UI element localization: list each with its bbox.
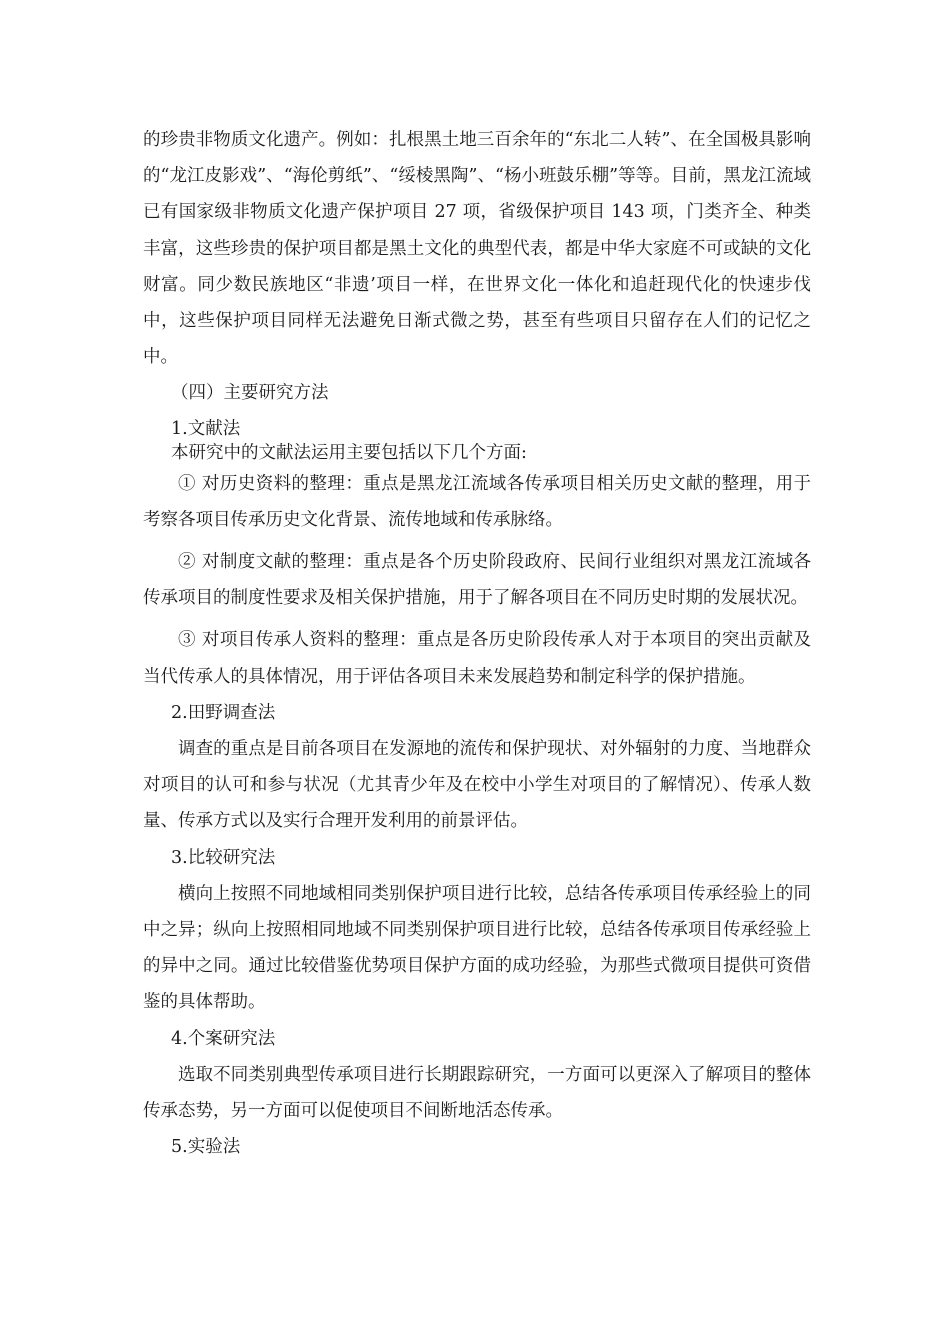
intro-paragraph: 的珍贵非物质文化遗产。例如：扎根黑土地三百余年的“东北二人转”、在全国极具影响的“龙江皮影戏”、“海伦剪纸”、“绥棱黑陶”、“杨小班鼓乐棚”等等。目前，黑龙江流域已有国家级非物质文化遗产保护项目 27 项，省级保护项目 143 项，门类齐全、种类丰富，这些珍贵的保护项目都是黑土文化的典型代表，都是中华大家庭不可或缺的文化财富。同少数民族地区“非遗’项目一样，在世界文化一体化和追赶现代化的快速步伐中，这些保护项目同样无法避免日渐式微之势，甚至有些项目只留存在人们的记忆之中。: [143, 130, 811, 368]
method-2-title: 2.田野调查法: [171, 702, 276, 723]
section-heading: （四）主要研究方法: [171, 383, 329, 404]
method-1-lead: 本研究中的文献法运用主要包括以下几个方面:: [171, 442, 527, 463]
method-4-body: 选取不同类别典型传承项目进行长期跟踪研究，一方面可以更深入了解项目的整体传承态势，另一方面可以促使项目不间断地活态传承。: [143, 1064, 811, 1122]
method-1-title: 1.文献法: [171, 418, 241, 439]
document-body: [143, 122, 811, 1165]
method-4-title: 4.个案研究法: [171, 1028, 276, 1049]
method-1-item: ② 对制度文献的整理：重点是各个历史阶段政府、民间行业组织对黑龙江流域各传承项目的制度性要求及相关保护措施，用于了解各项目在不同历史时期的发展状况。: [143, 552, 811, 609]
method-2-body: 调查的重点是目前各项目在发源地的流传和保护现状、对外辐射的力度、当地群众对项目的认可和参与状况（尤其青少年及在校中小学生对项目的了解情况）、传承人数量、传承方式以及实行合理开发利用的前景评估。: [143, 739, 811, 832]
method-3-body: 横向上按照不同地域相同类别保护项目进行比较，总结各传承项目传承经验上的同中之异；纵向上按照相同地域不同类别保护项目进行比较，总结各传承项目传承经验上的异中之同。通过比较借鉴优势项目保护方面的成功经验，为那些式微项目提供可资借鉴的具体帮助。: [143, 883, 811, 1013]
method-1-item: ③ 对项目传承人资料的整理：重点是各历史阶段传承人对于本项目的突出贡献及当代传承人的具体情况，用于评估各项目未来发展趋势和制定科学的保护措施。: [143, 630, 811, 687]
method-5-title: 5.实验法: [171, 1137, 241, 1158]
method-3-title: 3.比较研究法: [171, 847, 276, 868]
method-1-item: ① 对历史资料的整理：重点是黑龙江流域各传承项目相关历史文献的整理，用于考察各项目传承历史文化背景、流传地域和传承脉络。: [143, 473, 811, 530]
